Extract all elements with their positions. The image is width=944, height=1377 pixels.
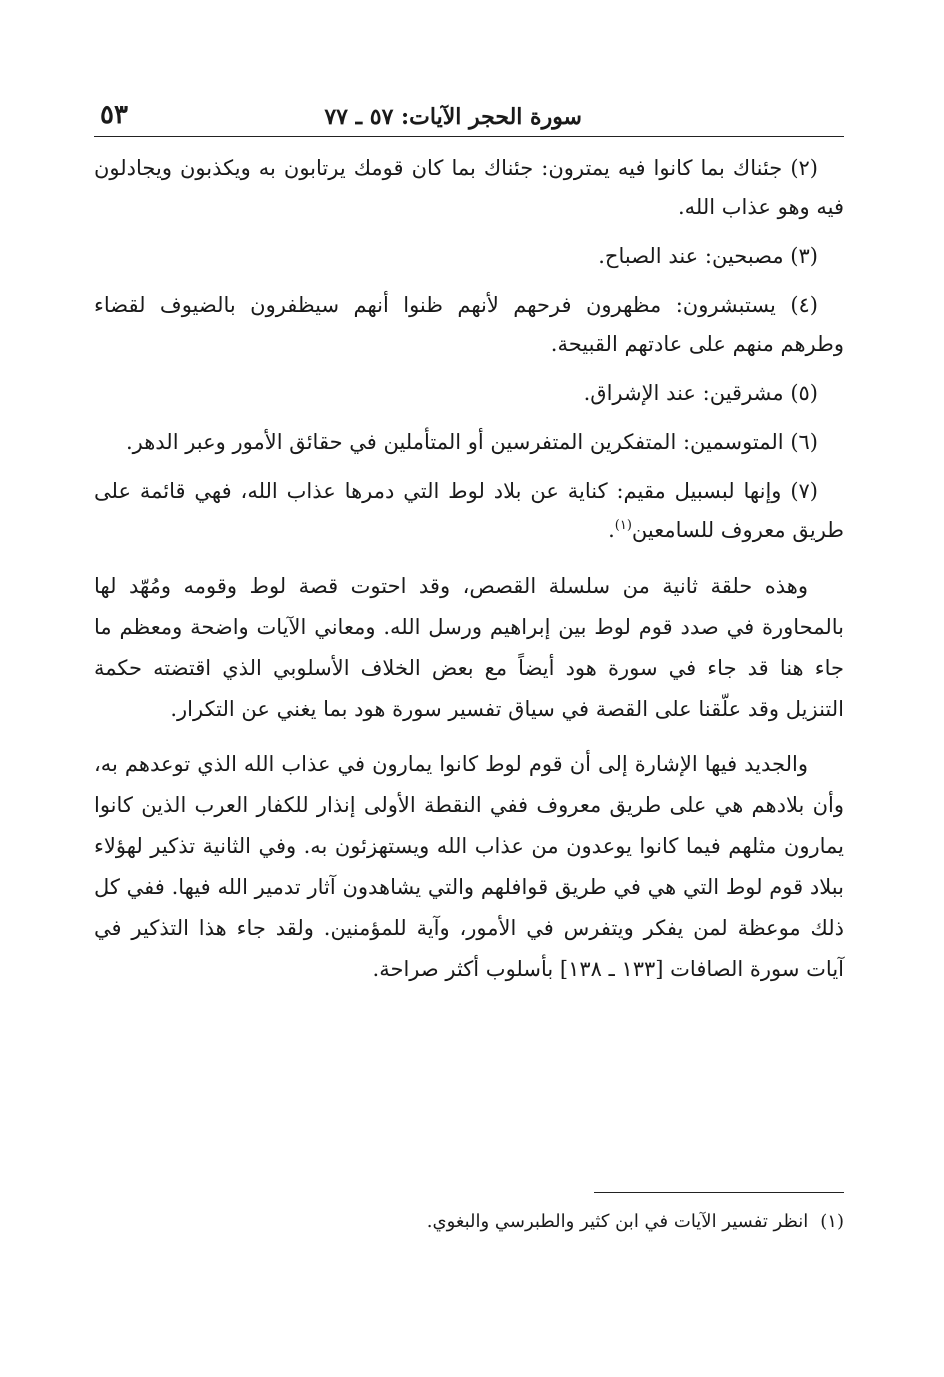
body-paragraph-2: والجديد فيها الإشارة إلى أن قوم لوط كانوا يمارون في عذاب الله الذي توعدهم به، وأن بلادهم هي على طريق معروف ففي النقطة الأولى إنذار للكفار العرب الذين كانوا يمارون مثلهم فيما كانوا يوعدون من عذاب الله ويستهزئون به. وفي الثانية تذكير لهؤلاء ببلاد قوم لوط التي هي في طريق قوافلهم والتي يشاهدون آثار تدمير الله فيها. ففي كل ذلك موعظة لمن يفكر ويتفرس في الأمور، وآية للمؤمنين. ولقد جاء هذا التذكير في آيات سورة الصافات [١٣٣ ـ ١٣٨] بأسلوب أكثر صراحة. (94, 752, 844, 981)
note-7-end: . (608, 518, 615, 542)
body-paragraph-1: وهذه حلقة ثانية من سلسلة القصص، وقد احتوت قصة لوط وقومه ومُهّد لها بالمحاورة في صدد قوم لوط بين إبراهيم ورسل الله. ومعاني الآيات واضحة ومعظم ما جاء هنا قد جاء في سورة هود أيضاً مع بعض الخلاف الأسلوبي الذي اقتضته حكمة التنزيل وقد علّقنا على القصة في سياق تفسير سورة هود بما يغني عن التكرار. (94, 574, 844, 721)
note-7 (94, 472, 844, 550)
footnote-reference: (١) (614, 518, 632, 533)
footnote (427, 1208, 844, 1236)
note-7-text: (٧) وإنها لبسبيل مقيم: كناية عن بلاد لوط التي دمرها عذاب الله، فهي قائمة على طريق معروف للسامعين (94, 479, 844, 542)
running-header (94, 96, 844, 137)
footnote-number: (١) (820, 1211, 844, 1232)
footnote-divider (594, 1192, 844, 1193)
note-2: (٢) جئناك بما كانوا فيه يمترون: جئناك بما كان قومك يرتابون به ويكذبون ويجادلون فيه وهو عذاب الله. (94, 156, 844, 219)
note-4: (٤) يستبشرون: مظهرون فرحهم لأنهم ظنوا أنهم سيظفرون بالضيوف لقضاء وطرهم منهم على عادتهم القبيحة. (94, 293, 844, 356)
note-3: (٣) مصبحين: عند الصباح. (598, 244, 818, 268)
note-6: (٦) المتوسمين: المتفكرين المتفرسين أو المتأملين في حقائق الأمور وعبر الدهر. (125, 430, 818, 454)
note-5: (٥) مشرقين: عند الإشراق. (583, 381, 818, 405)
glossary-notes (94, 149, 844, 550)
book-page (94, 96, 844, 1356)
footnote-text: انظر تفسير الآيات في ابن كثير والطبرسي والبغوي. (426, 1211, 809, 1232)
running-title: سورة الحجر الآيات: ٥٧ ـ ٧٧ (324, 104, 582, 130)
page-number: ٥٣ (100, 100, 128, 130)
